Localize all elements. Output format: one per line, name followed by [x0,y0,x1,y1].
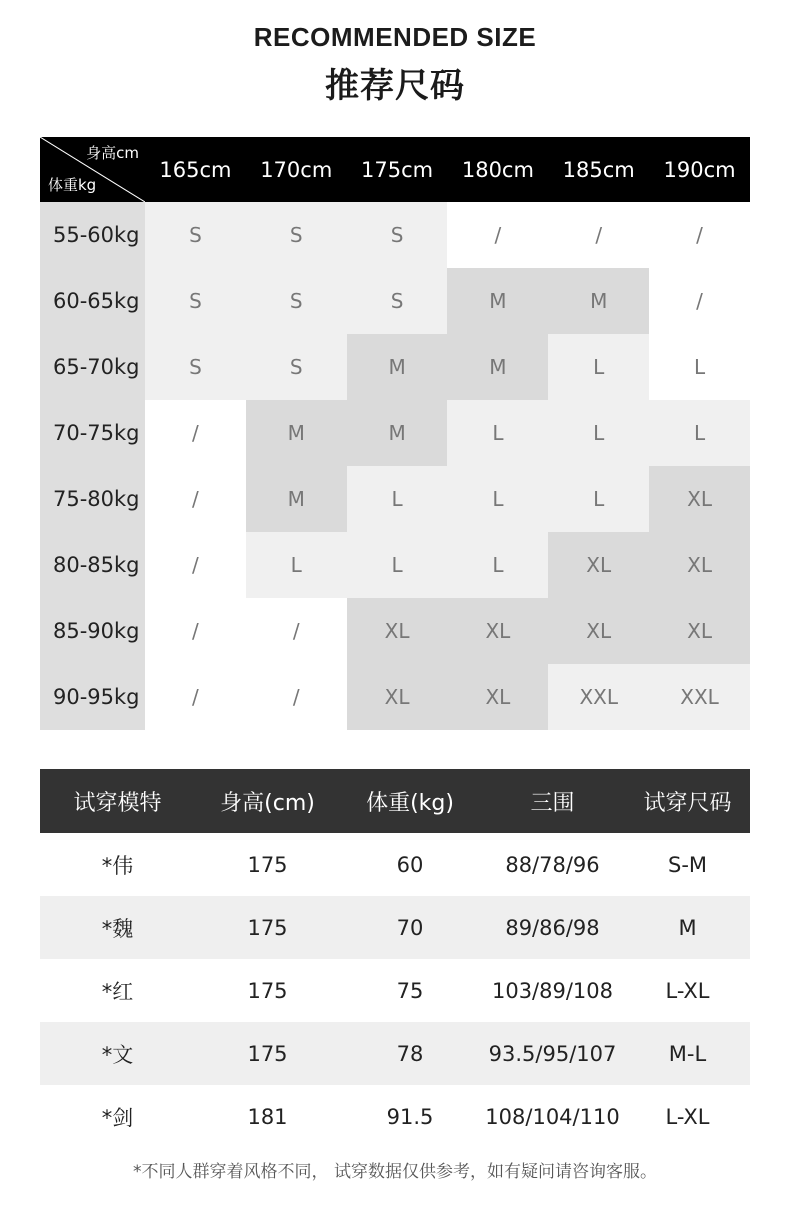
model-name: *文 [101,1042,134,1067]
size-chart-body [40,202,750,730]
size-cell: XL [649,466,750,532]
table-row [40,959,750,1022]
size-cell: / [145,664,246,730]
size-row [40,532,750,598]
size-cell: XL [447,664,548,730]
size-cell: / [145,598,246,664]
size-row [40,334,750,400]
model-measurements: 88/78/96 [505,852,600,877]
size-cell: S [145,202,246,268]
model-table [40,769,750,1148]
model-measurements: 108/104/110 [485,1104,620,1129]
corner-height-label: 身高cm [86,144,139,162]
footnote: *不同人群穿着风格不同， 试穿数据仅供参考，如有疑问请咨询客服。 [133,1162,657,1182]
corner-weight-label: 体重kg [48,176,97,194]
size-cell: XL [649,532,750,598]
model-name: *剑 [101,1105,134,1130]
size-cell: L [347,466,448,532]
size-cell: L [548,400,649,466]
size-cell: XL [548,598,649,664]
model-weight: 91.5 [386,1104,434,1129]
size-cell: L [447,532,548,598]
title-en: RECOMMENDED SIZE [253,22,537,52]
size-row [40,202,750,268]
size-cell: / [145,400,246,466]
header-height: 身高(cm) [220,790,315,816]
table-row [40,1022,750,1085]
header-model: 试穿模特 [73,790,162,816]
model-height: 175 [247,852,288,877]
size-cell: L [649,400,750,466]
size-cell: S [246,334,347,400]
size-cell: / [649,268,750,334]
weight-label: 65-70kg [40,334,145,400]
model-size: M-L [668,1041,707,1066]
model-height: 175 [247,915,288,940]
model-measurements: 89/86/98 [505,915,600,940]
model-weight: 70 [396,915,424,940]
model-size: L-XL [665,1104,710,1129]
weight-label: 90-95kg [40,664,145,730]
table-row [40,1085,750,1148]
model-name: *伟 [101,853,134,878]
model-table-header [40,769,750,833]
weight-label: 60-65kg [40,268,145,334]
size-cell: L [548,466,649,532]
model-name: *红 [101,979,134,1004]
model-measurements: 103/89/108 [491,978,614,1003]
size-cell: XL [347,598,448,664]
model-name: *魏 [101,916,134,941]
size-cell: M [447,268,548,334]
size-cell: M [347,400,448,466]
size-row [40,598,750,664]
size-cell: XL [347,664,448,730]
model-weight: 60 [396,852,424,877]
size-cell: / [145,532,246,598]
size-cell: L [548,334,649,400]
height-header-190: 190cm [663,157,736,182]
height-header-170: 170cm [260,157,333,182]
size-cell: XL [548,532,649,598]
size-cell: / [246,598,347,664]
size-chart [40,137,750,730]
size-cell: M [447,334,548,400]
size-cell: S [145,268,246,334]
model-table-body [40,833,750,1148]
model-height: 175 [247,978,288,1003]
model-height: 181 [247,1104,288,1129]
size-cell: M [246,400,347,466]
weight-label: 55-60kg [40,202,145,268]
size-chart-header [40,137,750,202]
size-cell: / [649,202,750,268]
size-cell: S [246,268,347,334]
model-measurements: 93.5/95/107 [488,1041,617,1066]
table-row [40,833,750,896]
size-cell: S [347,202,448,268]
model-size: M [678,915,697,940]
size-cell: S [145,334,246,400]
size-row [40,268,750,334]
size-cell: XXL [548,664,649,730]
model-weight: 75 [396,978,424,1003]
size-cell: S [246,202,347,268]
size-cell: / [246,664,347,730]
model-weight: 78 [396,1041,424,1066]
size-cell: / [447,202,548,268]
size-cell: / [548,202,649,268]
header-weight: 体重(kg) [366,790,454,816]
weight-label: 75-80kg [40,466,145,532]
size-chart-corner [40,137,145,202]
size-row [40,400,750,466]
size-cell: M [347,334,448,400]
title-cn: 推荐尺码 [325,66,465,106]
size-cell: XL [447,598,548,664]
table-row [40,896,750,959]
size-cell: L [649,334,750,400]
model-size: S-M [667,852,708,877]
size-cell: M [548,268,649,334]
size-cell: XL [649,598,750,664]
size-cell: L [447,400,548,466]
size-row [40,664,750,730]
height-header-180: 180cm [461,157,534,182]
weight-label: 70-75kg [40,400,145,466]
header-measurements: 三围 [530,790,575,816]
size-cell: L [347,532,448,598]
size-cell: / [145,466,246,532]
height-header-165: 165cm [159,157,232,182]
size-cell: L [246,532,347,598]
size-cell: M [246,466,347,532]
height-header-185: 185cm [562,157,635,182]
size-row [40,466,750,532]
model-size: L-XL [665,978,710,1003]
height-header-175: 175cm [361,157,434,182]
size-cell: L [447,466,548,532]
model-height: 175 [247,1041,288,1066]
size-cell: S [347,268,448,334]
size-cell: XXL [649,664,750,730]
weight-label: 85-90kg [40,598,145,664]
weight-label: 80-85kg [40,532,145,598]
header-size: 试穿尺码 [643,790,732,816]
